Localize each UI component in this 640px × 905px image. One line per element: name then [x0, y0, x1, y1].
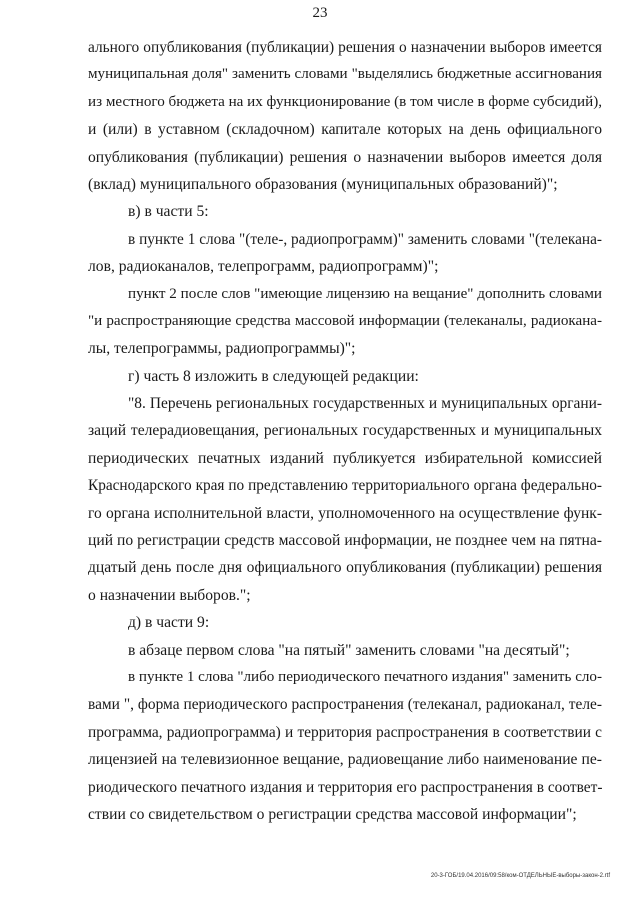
text-line: вами ", форма периодического распространения (телеканал, радиоканал, теле- — [88, 696, 602, 714]
text-line: г) часть 8 изложить в следующей редакции: — [128, 367, 419, 385]
text-line: пункт 2 после слов "имеющие лицензию на вещание" дополнить словами — [128, 285, 602, 302]
text-line: лов, радиоканалов, телепрограмм, радиопрограмм)"; — [88, 258, 439, 276]
text-line: в) в части 5: — [128, 203, 209, 221]
text-line: Краснодарского края по представлению территориального органа федерально- — [88, 477, 602, 495]
page-number: 23 — [312, 5, 328, 21]
text-line: в абзаце первом слова "на пятый" заменить словами "на десятый"; — [128, 641, 570, 659]
text-line: и (или) в уставном (складочном) капитале которых на день официального — [88, 121, 602, 139]
text-line: в пункте 1 слова "либо периодического печатного издания" заменить сло- — [128, 668, 602, 685]
text-line: из местного бюджета на их функционирование (в том числе в форме субсидий), — [88, 93, 602, 110]
text-line: (вклад) муниципального образования (муниципальных образований)"; — [88, 175, 558, 193]
document-body — [88, 34, 602, 828]
text-line: лицензией на телевизионное вещание, радиовещание либо наименование пе- — [88, 751, 602, 769]
text-line: д) в части 9: — [128, 614, 210, 632]
text-line: "и распространяющие средства массовой информации (телеканалы, радиокана- — [88, 312, 602, 329]
text-line: ствии со свидетельством о регистрации средства массовой информации"; — [88, 805, 577, 823]
text-line: о назначении выборов."; — [88, 586, 251, 604]
file-footer-code: 20-3-ГОБ/19.04.2016/09:58/ком-ОТДЕЛЬНЫЕ-выборы-закон-2.rtf — [430, 873, 610, 879]
text-line: го органа исполнительной власти, уполномоченного на осуществление функ- — [88, 504, 602, 522]
text-line: периодических печатных изданий публикуется избирательной комиссией — [88, 449, 602, 467]
text-line: в пункте 1 слова "(теле-, радиопрограмм)" заменить словами "(телекана- — [128, 230, 602, 248]
text-line: лы, телепрограммы, радиопрограммы)"; — [88, 340, 356, 358]
text-line: дцатый день после дня официального опубликования (публикации) решения — [88, 559, 602, 577]
text-line: муниципальная доля" заменить словами "выделялись бюджетные ассигнования — [88, 66, 602, 83]
text-line: "8. Перечень региональных государственных и муниципальных органи- — [128, 395, 602, 413]
text-line: опубликования (публикации) решения о назначении выборов имеется доля — [88, 148, 602, 166]
text-line: программа, радиопрограмма) и территория распространения в соответствии с — [88, 723, 602, 741]
text-line: ального опубликования (публикации) решения о назначении выборов имеется — [88, 39, 602, 56]
text-line: риодического печатного издания и территория его распространения в соответ- — [88, 778, 603, 796]
text-line: заций телерадиовещания, региональных государственных и муниципальных — [88, 422, 602, 440]
text-line: ций по регистрации средств массовой информации, не позднее чем на пятна- — [88, 532, 602, 550]
